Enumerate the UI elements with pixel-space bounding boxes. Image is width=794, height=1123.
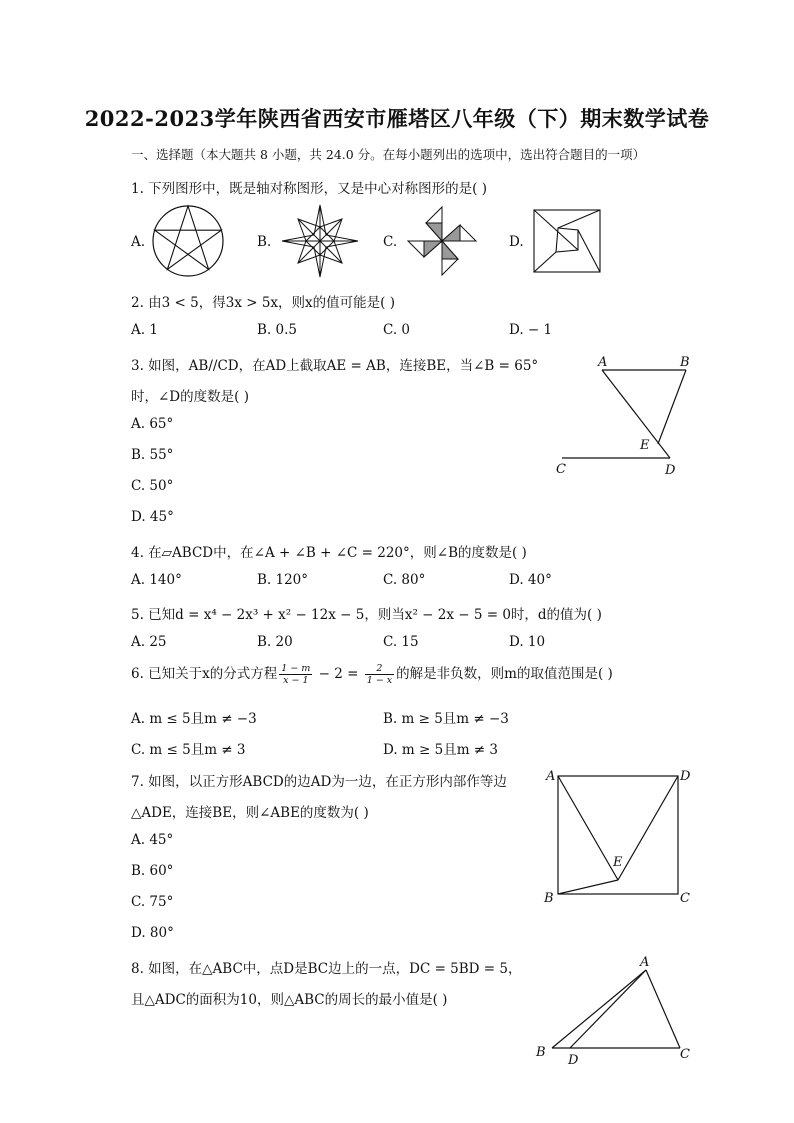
- q7-label-d: D: [680, 769, 691, 784]
- q1-figure-a-pentagram: [150, 203, 230, 279]
- q3-label-e: E: [640, 438, 650, 453]
- q4-option-b[interactable]: B. 120°: [257, 572, 309, 588]
- q8-stem-line1: 8. 如图，在△ABC中，点D是BC边上的一点，DC = 5BD = 5，: [131, 961, 522, 977]
- q2-option-c[interactable]: C. 0: [383, 322, 411, 338]
- q5-stem: 5. 已知d = x⁴ − 2x³ + x² − 12x − 5，则当x² − 2x − 5 = 0时，d的值为( ): [131, 607, 602, 623]
- q7-option-c[interactable]: C. 75°: [131, 894, 174, 910]
- q3-option-a[interactable]: A. 65°: [131, 416, 174, 432]
- q8-label-c: C: [680, 1047, 690, 1062]
- q3-label-c: C: [556, 462, 566, 477]
- q3-figure: [550, 350, 700, 480]
- q1-figure-c-pinwheel: [404, 205, 482, 277]
- q6-stem-mid: − 2 =: [314, 666, 363, 682]
- q4-option-c[interactable]: C. 80°: [383, 572, 426, 588]
- q4-stem: 4. 在▱ABCD中，在∠A + ∠B + ∠C = 220°，则∠B的度数是( ): [131, 545, 527, 561]
- q2-option-b[interactable]: B. 0.5: [257, 322, 297, 338]
- q5-option-d[interactable]: D. 10: [509, 634, 546, 650]
- q7-option-d[interactable]: D. 80°: [131, 925, 174, 941]
- q5-option-b[interactable]: B. 20: [257, 634, 293, 650]
- q1-option-a[interactable]: A.: [131, 234, 146, 250]
- q2-option-d[interactable]: D. − 1: [509, 322, 553, 338]
- q6-stem: [131, 662, 613, 686]
- q6-option-d[interactable]: D. m ≥ 5且m ≠ 3: [383, 742, 498, 758]
- q6-option-a[interactable]: A. m ≤ 5且m ≠ −3: [131, 711, 257, 727]
- q7-label-a: A: [546, 769, 556, 784]
- q3-label-a: A: [598, 355, 608, 370]
- q1-figure-b-star: [278, 203, 362, 279]
- q7-label-e: E: [613, 855, 623, 870]
- q7-stem-line2: △ADE，连接BE，则∠ABE的度数为( ): [131, 805, 369, 821]
- q6-fraction-2-num: 2: [365, 663, 394, 675]
- q2-stem: 2. 由3 < 5，得3x > 5x，则x的值可能是( ): [131, 295, 395, 311]
- q3-label-d: D: [665, 463, 676, 478]
- q3-option-c[interactable]: C. 50°: [131, 478, 174, 494]
- q8-figure: [530, 952, 700, 1068]
- q2-option-a[interactable]: A. 1: [131, 322, 158, 338]
- q1-option-c[interactable]: C.: [383, 234, 398, 250]
- q8-label-a: A: [640, 955, 650, 970]
- q7-option-a[interactable]: A. 45°: [131, 832, 174, 848]
- q6-fraction-1-den: x − 1: [283, 675, 309, 686]
- q6-fraction-1-num: 1 − m: [281, 663, 311, 674]
- q7-stem-line1: 7. 如图，以正方形ABCD的边AD为一边，在正方形内部作等边: [131, 774, 507, 790]
- q6-option-c[interactable]: C. m ≤ 5且m ≠ 3: [131, 742, 246, 758]
- q3-stem-line2: 时，∠D的度数是( ): [131, 389, 249, 405]
- page-title: 2022-2023学年陕西省西安市雁塔区八年级（下）期末数学试卷: [84, 106, 710, 131]
- q7-label-c: C: [680, 891, 690, 906]
- q6-option-b[interactable]: B. m ≥ 5且m ≠ −3: [383, 711, 509, 727]
- q8-stem-line2: 且△ADC的面积为10，则△ABC的周长的最小值是( ): [131, 992, 448, 1008]
- q3-stem-line1: 3. 如图，AB//CD，在AD上截取AE = AB，连接BE，当∠B = 65°: [131, 358, 539, 374]
- q6-fraction-2-den: 1 − x: [366, 675, 393, 686]
- q7-figure: [540, 764, 700, 908]
- q6-stem-post: 的解是非负数，则m的取值范围是( ): [396, 666, 613, 682]
- q5-option-c[interactable]: C. 15: [383, 634, 419, 650]
- q6-stem-pre: 6. 已知关于x的分式方程: [131, 666, 278, 682]
- q6-fraction-1: [279, 663, 312, 686]
- q1-figure-d-squares: [532, 208, 604, 274]
- q5-option-a[interactable]: A. 25: [131, 634, 167, 650]
- q3-option-b[interactable]: B. 55°: [131, 447, 174, 463]
- q6-fraction-2: [365, 663, 394, 686]
- q3-label-b: B: [680, 355, 690, 370]
- q8-label-d: D: [568, 1053, 579, 1068]
- q8-label-b: B: [536, 1045, 546, 1060]
- q4-option-a[interactable]: A. 140°: [131, 572, 182, 588]
- q7-option-b[interactable]: B. 60°: [131, 863, 174, 879]
- q3-option-d[interactable]: D. 45°: [131, 509, 174, 525]
- q7-label-b: B: [544, 891, 554, 906]
- q4-option-d[interactable]: D. 40°: [509, 572, 552, 588]
- section-header: 一、选择题（本大题共 8 小题，共 24.0 分。在每小题列出的选项中，选出符合题目的一项）: [131, 147, 646, 162]
- q1-option-b[interactable]: B.: [257, 234, 272, 250]
- q1-option-d[interactable]: D.: [509, 234, 524, 250]
- q1-stem: 1. 下列图形中，既是轴对称图形，又是中心对称图形的是( ): [131, 181, 487, 197]
